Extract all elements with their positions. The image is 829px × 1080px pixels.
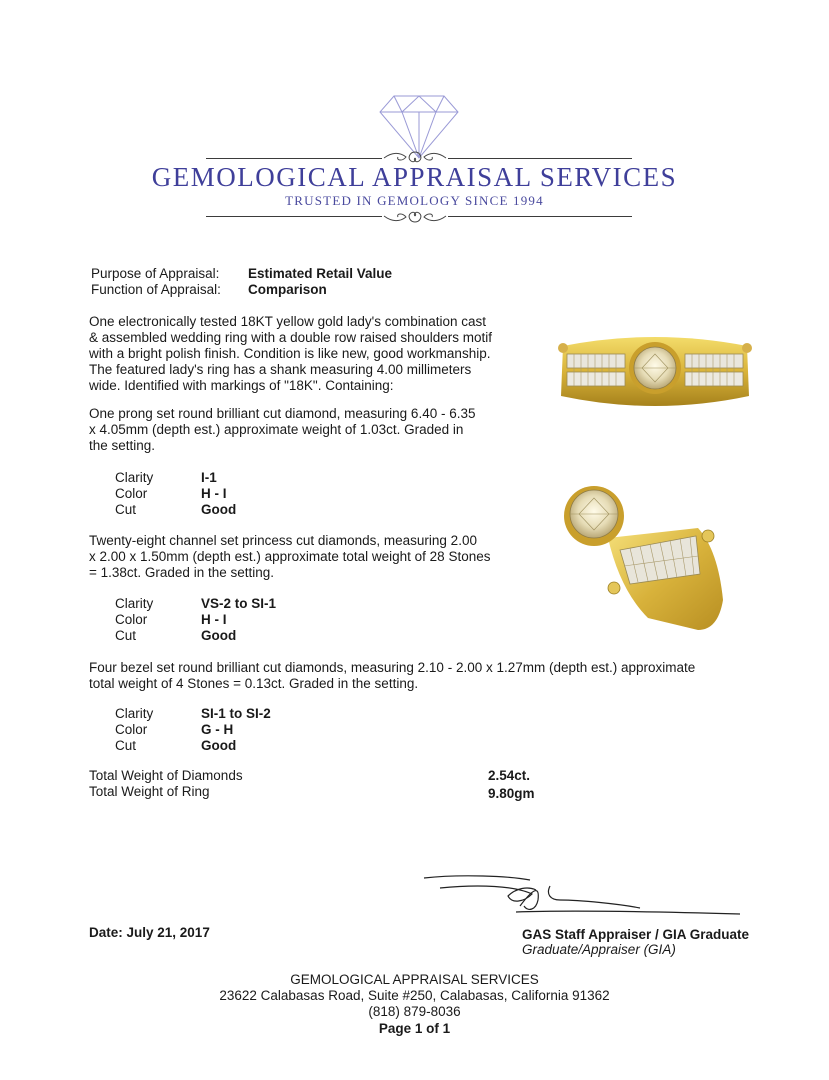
stone-line: total weight of 4 Stones = 0.13ct. Graded in the setting. — [89, 676, 419, 691]
company-name: GEMOLOGICAL APPRAISAL SERVICES — [151, 162, 678, 192]
page-number: Page 1 of 1 — [378, 1021, 451, 1036]
stone-1-description — [89, 406, 475, 454]
total-ring-value: 9.80gm — [488, 786, 535, 801]
grade-label: Color — [115, 612, 148, 627]
grade-value: VS-2 to SI-1 — [201, 596, 277, 611]
logo-top-rule-right — [448, 158, 632, 159]
stone-3-description — [89, 660, 695, 692]
company-tagline: TRUSTED IN GEMOLOGY SINCE 1994 — [285, 193, 544, 208]
logo-top-rule-left — [206, 158, 382, 159]
footer-phone: (818) 879-8036 — [368, 1004, 461, 1019]
description-line: The featured lady's ring has a shank measuring 4.00 millimeters — [89, 362, 472, 377]
appraiser-subtitle: Graduate/Appraiser (GIA) — [522, 942, 676, 957]
total-diamonds-value: 2.54ct. — [488, 768, 531, 783]
grade-label: Cut — [115, 738, 137, 753]
appraiser-signature — [420, 866, 750, 922]
grade-label: Cut — [115, 628, 137, 643]
function-value: Comparison — [248, 282, 327, 297]
stone-line: x 4.05mm (depth est.) approximate weight of 1.03ct. Graded in — [89, 422, 464, 437]
purpose-label: Purpose of Appraisal: — [91, 266, 220, 281]
ring-description — [89, 314, 492, 394]
total-ring-label: Total Weight of Ring — [89, 784, 210, 799]
grade-value: H - I — [201, 486, 227, 501]
description-line: with a bright polish finish. Condition is like new, good workmanship. — [89, 346, 491, 361]
stone-2-description — [89, 533, 490, 581]
footer-address: 23622 Calabasas Road, Suite #250, Calabasas, California 91362 — [219, 988, 610, 1003]
ring-photo-front — [555, 318, 755, 428]
stone-line: x 2.00 x 1.50mm (depth est.) approximate total weight of 28 Stones — [89, 549, 491, 564]
grade-value: Good — [201, 628, 237, 643]
description-line: & assembled wedding ring with a double row raised shoulders motif — [89, 330, 492, 345]
grade-label: Clarity — [115, 596, 154, 611]
appraiser-title: GAS Staff Appraiser / GIA Graduate — [522, 927, 750, 942]
grade-value: H - I — [201, 612, 227, 627]
stone-line: One prong set round brilliant cut diamond, measuring 6.40 - 6.35 — [89, 406, 476, 421]
grade-value: I-1 — [201, 470, 217, 485]
grade-value: Good — [201, 502, 237, 517]
logo-bottom-rule-left — [206, 216, 382, 217]
grade-label: Color — [115, 486, 148, 501]
stone-line: the setting. — [89, 438, 156, 453]
grade-value: Good — [201, 738, 237, 753]
grade-label: Cut — [115, 502, 137, 517]
ornament-bottom — [382, 206, 448, 226]
purpose-value: Estimated Retail Value — [248, 266, 393, 281]
stone-line: = 1.38ct. Graded in the setting. — [89, 565, 274, 580]
grade-label: Clarity — [115, 470, 154, 485]
grade-label: Clarity — [115, 706, 154, 721]
description-line: wide. Identified with markings of "18K". Containing: — [89, 378, 394, 393]
ring-photo-side — [548, 480, 758, 640]
total-diamonds-label: Total Weight of Diamonds — [89, 768, 243, 783]
grade-value: SI-1 to SI-2 — [201, 706, 271, 721]
stone-line: Twenty-eight channel set princess cut diamonds, measuring 2.00 — [89, 533, 477, 548]
appraisal-date: Date: July 21, 2017 — [89, 925, 210, 940]
grade-value: G - H — [201, 722, 234, 737]
function-label: Function of Appraisal: — [91, 282, 221, 297]
stone-line: Four bezel set round brilliant cut diamonds, measuring 2.10 - 2.00 x 1.27mm (depth est.) approximate — [89, 660, 696, 675]
logo-bottom-rule-right — [448, 216, 632, 217]
grade-label: Color — [115, 722, 148, 737]
footer-company: GEMOLOGICAL APPRAISAL SERVICES — [290, 972, 539, 987]
description-line: One electronically tested 18KT yellow gold lady's combination cast — [89, 314, 487, 329]
